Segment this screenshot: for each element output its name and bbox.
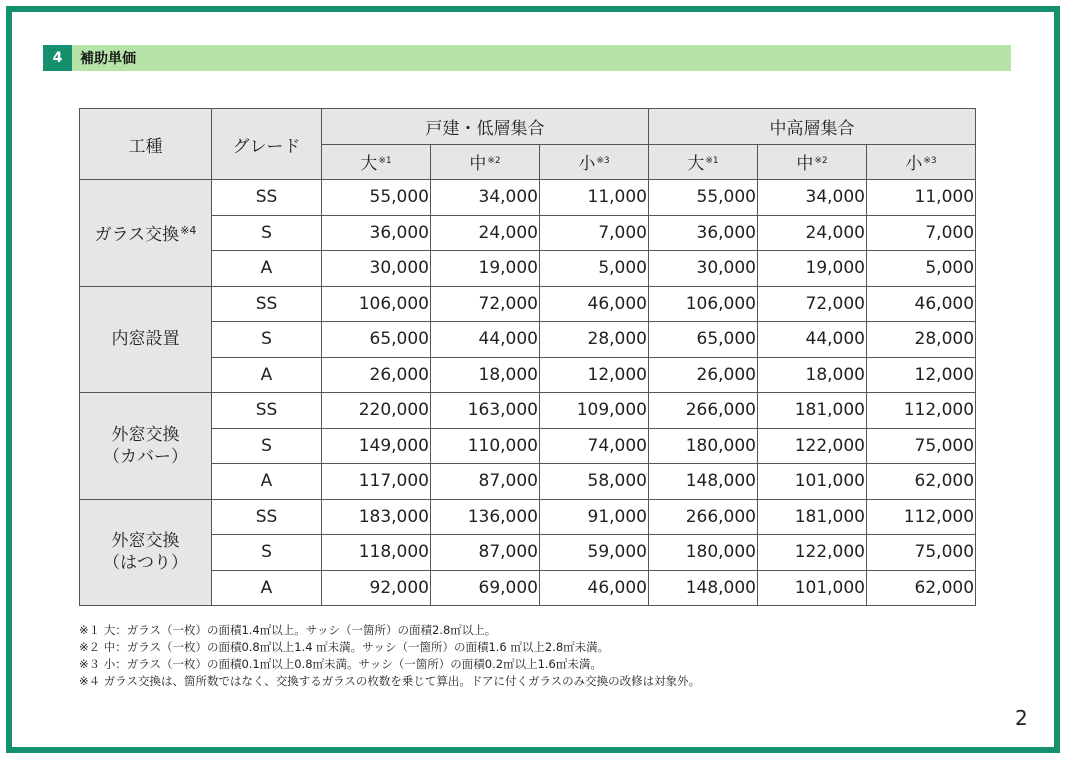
- price-cell: 65,000: [649, 322, 758, 358]
- price-cell: 69,000: [431, 570, 540, 606]
- price-cell: 18,000: [758, 357, 867, 393]
- grade-cell: A: [212, 357, 322, 393]
- footnote: ※３ 小：ガラス（一枚）の面積0.1㎡以上0.8㎡未満。サッシ（一箇所）の面積0.2㎡以上1.6㎡未満。: [79, 657, 602, 671]
- header-group-detached: 戸建・低層集合: [322, 109, 649, 145]
- price-cell: 36,000: [322, 215, 431, 251]
- price-cell: 28,000: [867, 322, 976, 358]
- price-cell: 181,000: [758, 393, 867, 429]
- price-cell: 26,000: [322, 357, 431, 393]
- size-label: 大: [687, 154, 705, 175]
- work-type-line: （カバー）: [103, 446, 188, 467]
- size-label: 大: [360, 154, 378, 175]
- work-type-label: ガラス交換: [94, 224, 180, 245]
- price-cell: 46,000: [867, 286, 976, 322]
- section-number: 4: [43, 45, 72, 71]
- price-cell: 87,000: [431, 535, 540, 571]
- work-type-cell: [80, 180, 212, 287]
- price-cell: 44,000: [431, 322, 540, 358]
- price-cell: 74,000: [540, 428, 649, 464]
- size-note-mark: ※3: [923, 156, 937, 167]
- header-group-midrise: 中高層集合: [649, 109, 976, 145]
- price-cell: 112,000: [867, 499, 976, 535]
- size-label: 小: [905, 154, 923, 175]
- price-cell: 122,000: [758, 535, 867, 571]
- header-grade: グレード: [212, 109, 322, 180]
- price-cell: 34,000: [758, 180, 867, 216]
- price-cell: 109,000: [540, 393, 649, 429]
- price-cell: 72,000: [431, 286, 540, 322]
- table-row: [80, 428, 976, 464]
- price-cell: 112,000: [867, 393, 976, 429]
- grade-cell: S: [212, 535, 322, 571]
- price-cell: 44,000: [758, 322, 867, 358]
- price-cell: 65,000: [322, 322, 431, 358]
- table-row: [80, 180, 976, 216]
- price-cell: 122,000: [758, 428, 867, 464]
- table-row: [80, 286, 976, 322]
- table-body: [80, 180, 976, 606]
- price-cell: 75,000: [867, 535, 976, 571]
- table-row: [80, 464, 976, 500]
- header-size: [649, 144, 758, 180]
- table-row: [80, 570, 976, 606]
- price-cell: 12,000: [540, 357, 649, 393]
- price-cell: 92,000: [322, 570, 431, 606]
- price-cell: 149,000: [322, 428, 431, 464]
- footnotes: [79, 622, 700, 690]
- work-type-cell: [80, 286, 212, 393]
- price-cell: 106,000: [322, 286, 431, 322]
- header-work-type: 工種: [80, 109, 212, 180]
- size-note-mark: ※3: [596, 156, 610, 167]
- grade-cell: A: [212, 251, 322, 287]
- price-cell: 30,000: [649, 251, 758, 287]
- price-cell: 59,000: [540, 535, 649, 571]
- header-size: [758, 144, 867, 180]
- price-cell: 72,000: [758, 286, 867, 322]
- size-note-mark: ※2: [487, 156, 501, 167]
- table-row: [80, 215, 976, 251]
- price-cell: 180,000: [649, 535, 758, 571]
- price-cell: 148,000: [649, 570, 758, 606]
- price-cell: 101,000: [758, 570, 867, 606]
- price-cell: 62,000: [867, 464, 976, 500]
- grade-cell: SS: [212, 393, 322, 429]
- size-note-mark: ※1: [705, 156, 719, 167]
- price-cell: 11,000: [867, 180, 976, 216]
- work-type-line: （はつり）: [103, 553, 188, 574]
- price-cell: 46,000: [540, 286, 649, 322]
- table-row: [80, 357, 976, 393]
- work-type-label: 内窓設置: [111, 329, 180, 350]
- price-cell: 118,000: [322, 535, 431, 571]
- price-cell: 30,000: [322, 251, 431, 287]
- section-title: 補助単価: [80, 51, 136, 67]
- price-cell: 117,000: [322, 464, 431, 500]
- price-cell: 34,000: [431, 180, 540, 216]
- price-cell: 110,000: [431, 428, 540, 464]
- price-cell: 36,000: [649, 215, 758, 251]
- price-cell: 5,000: [867, 251, 976, 287]
- table-row: [80, 535, 976, 571]
- work-type-cell: [80, 499, 212, 606]
- price-cell: 58,000: [540, 464, 649, 500]
- price-cell: 26,000: [649, 357, 758, 393]
- grade-cell: A: [212, 464, 322, 500]
- footnote: ※２ 中：ガラス（一枚）の面積0.8㎡以上1.4 ㎡未満。サッシ（一箇所）の面積1.6 ㎡以上2.8㎡未満。: [79, 640, 610, 654]
- price-cell: 148,000: [649, 464, 758, 500]
- section-header: [43, 45, 1011, 71]
- grade-cell: S: [212, 322, 322, 358]
- grade-cell: SS: [212, 499, 322, 535]
- price-cell: 11,000: [540, 180, 649, 216]
- price-cell: 183,000: [322, 499, 431, 535]
- price-cell: 75,000: [867, 428, 976, 464]
- page-number: 2: [1015, 706, 1028, 730]
- price-cell: 55,000: [649, 180, 758, 216]
- header-size: [867, 144, 976, 180]
- price-cell: 91,000: [540, 499, 649, 535]
- size-note-mark: ※1: [378, 156, 392, 167]
- price-cell: 220,000: [322, 393, 431, 429]
- price-cell: 266,000: [649, 499, 758, 535]
- table-row: [80, 393, 976, 429]
- price-cell: 7,000: [540, 215, 649, 251]
- price-cell: 181,000: [758, 499, 867, 535]
- grade-cell: S: [212, 428, 322, 464]
- price-cell: 101,000: [758, 464, 867, 500]
- price-cell: 266,000: [649, 393, 758, 429]
- footnote: ※１ 大：ガラス（一枚）の面積1.4㎡以上。サッシ（一箇所）の面積2.8㎡以上。: [79, 623, 497, 637]
- price-cell: 18,000: [431, 357, 540, 393]
- grade-cell: SS: [212, 286, 322, 322]
- grade-cell: A: [212, 570, 322, 606]
- grade-cell: SS: [212, 180, 322, 216]
- price-cell: 24,000: [431, 215, 540, 251]
- work-type-line: 外窓交換: [111, 424, 180, 445]
- table-row: [80, 322, 976, 358]
- work-type-line: 外窓交換: [111, 531, 180, 552]
- price-cell: 24,000: [758, 215, 867, 251]
- table-row: [80, 251, 976, 287]
- price-cell: 5,000: [540, 251, 649, 287]
- price-cell: 7,000: [867, 215, 976, 251]
- price-cell: 28,000: [540, 322, 649, 358]
- header-size: [431, 144, 540, 180]
- price-cell: 46,000: [540, 570, 649, 606]
- work-type-note-mark: ※4: [180, 223, 197, 237]
- price-cell: 12,000: [867, 357, 976, 393]
- price-cell: 136,000: [431, 499, 540, 535]
- price-cell: 62,000: [867, 570, 976, 606]
- grade-cell: S: [212, 215, 322, 251]
- size-label: 中: [469, 154, 487, 175]
- price-cell: 19,000: [431, 251, 540, 287]
- header-size: [322, 144, 431, 180]
- size-label: 小: [578, 154, 596, 175]
- price-cell: 87,000: [431, 464, 540, 500]
- table-row: [80, 499, 976, 535]
- subsidy-price-table: [79, 108, 976, 606]
- price-cell: 19,000: [758, 251, 867, 287]
- size-label: 中: [796, 154, 814, 175]
- price-cell: 163,000: [431, 393, 540, 429]
- price-cell: 55,000: [322, 180, 431, 216]
- work-type-cell: [80, 393, 212, 500]
- size-note-mark: ※2: [814, 156, 828, 167]
- price-cell: 180,000: [649, 428, 758, 464]
- header-size: [540, 144, 649, 180]
- price-cell: 106,000: [649, 286, 758, 322]
- footnote: ※４ ガラス交換は、箇所数ではなく、交換するガラスの枚数を乗じて算出。ドアに付くガラスのみ交換の改修は対象外。: [79, 674, 701, 688]
